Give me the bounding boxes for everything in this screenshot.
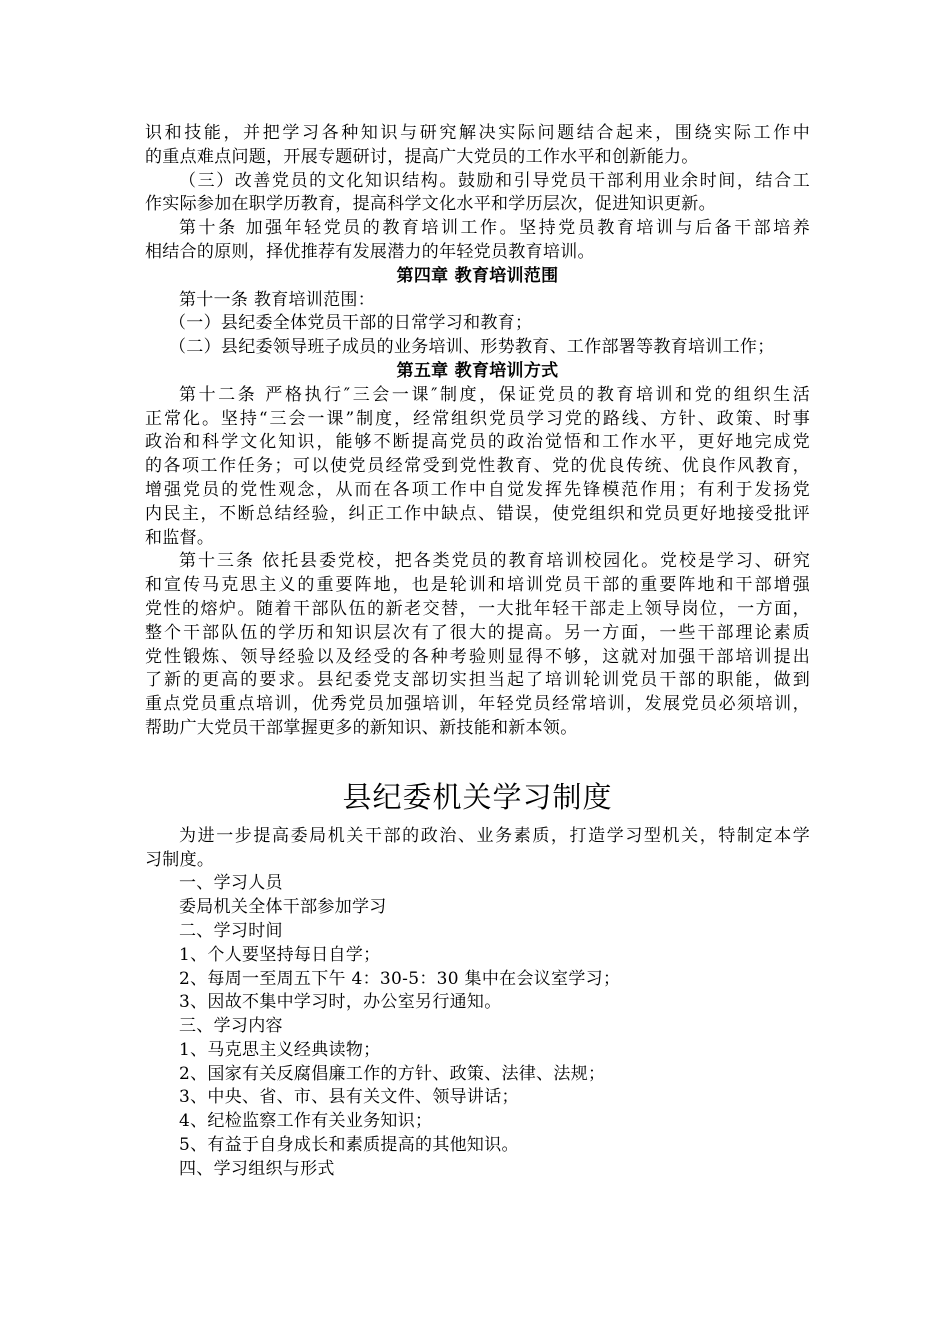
article-11: 第十一条 教育培训范围： [179, 289, 376, 310]
paragraph-line: 内民主，不断总结经验，纠正工作中缺点、错误，使党组织和党员更好地接受批评 [145, 503, 810, 524]
paragraph-line: 党性锻炼、领导经验以及经受的各种考验则显得不够，这就对加强干部培训提出 [145, 646, 810, 667]
paragraph-line: 帮助广大党员干部掌握更多的新知识、新技能和新本领。 [145, 717, 578, 738]
paragraph-line: 整个干部队伍的学历和知识层次有了很大的提高。另一方面，一些干部理论素质 [145, 622, 810, 643]
list-item: 2、每周一至周五下午 4：30-5：30 集中在会议室学习； [179, 968, 621, 989]
list-item: 3、因故不集中学习时，办公室另行通知。 [179, 992, 502, 1013]
paragraph-line: 习制度。 [145, 849, 215, 870]
paragraph-line: 政治和科学文化知识，能够不断提高党员的政治觉悟和工作水平，更好地完成党 [145, 432, 810, 453]
paragraph-line: 委局机关全体干部参加学习 [179, 897, 387, 918]
paragraph-line: 和监督。 [145, 527, 215, 548]
section-heading: 三、学习内容 [179, 1016, 283, 1037]
document-page [145, 122, 810, 1182]
paragraph-line: 重点党员重点培训，优秀党员加强培训，年轻党员经常培训，发展党员必须培训， [145, 694, 810, 715]
section-heading: 一、学习人员 [179, 873, 283, 894]
intro-paragraph: 为进一步提高委局机关干部的政治、业务素质，打造学习型机关，特制定本学 [179, 825, 810, 846]
document-title: 县纪委机关学习制度 [342, 779, 613, 814]
section-heading: 四、学习组织与形式 [179, 1158, 335, 1179]
paragraph-line: 了新的更高的要求。县纪委党支部切实担当起了培训轮训党员干部的职能，做到 [145, 670, 810, 691]
paragraph-line: 增强党员的党性观念，从而在各项工作中自觉发挥先锋模范作用；有利于发扬党 [145, 479, 810, 500]
chapter-4-heading: 第四章 教育培训范围 [396, 265, 559, 286]
chapter-5-heading: 第五章 教育培训方式 [396, 360, 559, 381]
article-10: 第十条 加强年轻党员的教育培训工作。坚持党员教育培训与后备干部培养 [179, 218, 810, 239]
paragraph-line: 党性的熔炉。随着干部队伍的新老交替，一大批年轻干部走上领导岗位，一方面， [145, 598, 810, 619]
article-13: 第十三条 依托县委党校，把各类党员的教育培训校园化。党校是学习、研究 [179, 551, 810, 572]
paragraph-line: 正常化。坚持“三会一课”制度，经常组织党员学习党的路线、方针、政策、时事 [145, 408, 810, 429]
list-item: 3、中央、省、市、县有关文件、领导讲话； [179, 1087, 519, 1108]
paragraph-line: 的各项工作任务；可以使党员经常受到党性教育、党的优良传统、优良作风教育， [145, 456, 810, 477]
list-item: （二）县纪委领导班子成员的业务培训、形势教育、工作部署等教育培训工作； [169, 337, 775, 358]
paragraph-line: 的重点难点问题，开展专题研讨，提高广大党员的工作水平和创新能力。 [145, 146, 699, 167]
paragraph-line: 作实际参加在职学历教育，提高科学文化水平和学历层次，促进知识更新。 [145, 194, 716, 215]
list-item: 1、马克思主义经典读物； [179, 1039, 381, 1060]
section-heading: 二、学习时间 [179, 920, 283, 941]
paragraph-line: 识和技能，并把学习各种知识与研究解决实际问题结合起来，围绕实际工作中 [145, 123, 810, 143]
paragraph-line: （三）改善党员的文化知识结构。鼓励和引导党员干部利用业余时间，结合工 [179, 170, 810, 191]
list-item: 4、纪检监察工作有关业务知识； [179, 1111, 433, 1132]
article-12: 第十二条 严格执行″三会一课″制度，保证党员的教育培训和党的组织生活 [179, 384, 810, 405]
list-item: 1、个人要坚持每日自学； [179, 944, 381, 965]
paragraph-line: 相结合的原则，择优推荐有发展潜力的年轻党员教育培训。 [145, 241, 595, 262]
paragraph-line: 和宣传马克思主义的重要阵地，也是轮训和培训党员干部的重要阵地和干部增强 [145, 575, 810, 596]
list-item: 2、国家有关反腐倡廉工作的方针、政策、法律、法规； [179, 1063, 606, 1084]
list-item: （一）县纪委全体党员干部的日常学习和教育； [169, 313, 533, 334]
list-item: 5、有益于自身成长和素质提高的其他知识。 [179, 1135, 519, 1156]
